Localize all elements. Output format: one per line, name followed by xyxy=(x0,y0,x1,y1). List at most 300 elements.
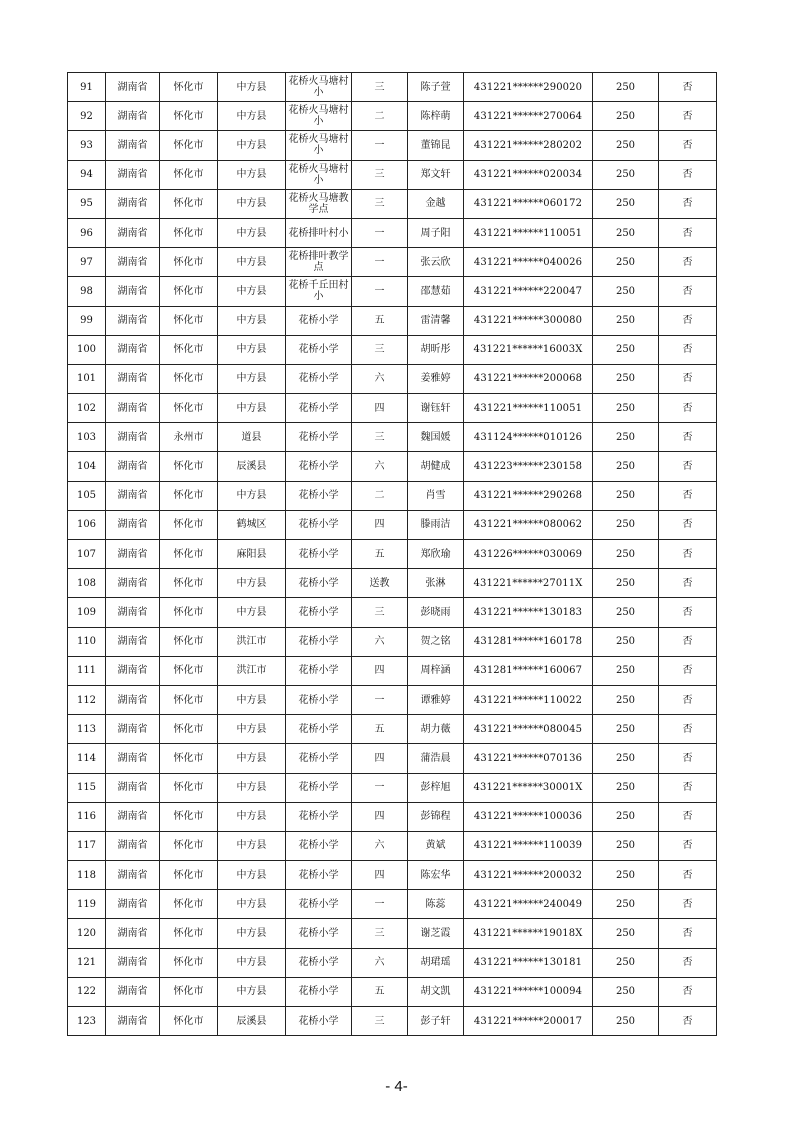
province-cell: 湖南省 xyxy=(106,540,160,569)
amount-cell: 250 xyxy=(593,802,659,831)
province-cell: 湖南省 xyxy=(106,73,160,102)
row-number: 123 xyxy=(68,1007,106,1036)
student-name-cell: 魏国媛 xyxy=(408,423,464,452)
student-name-cell: 黄斌 xyxy=(408,831,464,860)
province-cell: 湖南省 xyxy=(106,160,160,189)
table-row xyxy=(68,948,717,977)
amount-cell: 250 xyxy=(593,510,659,539)
province-cell: 湖南省 xyxy=(106,715,160,744)
id-number-cell: 431281******160067 xyxy=(464,656,593,685)
student-roster-table xyxy=(67,72,717,1036)
grade-cell: 三 xyxy=(352,919,408,948)
flag-cell: 否 xyxy=(659,773,717,802)
school-cell: 花桥小学 xyxy=(286,831,352,860)
student-name-cell: 彭锦程 xyxy=(408,802,464,831)
city-cell: 怀化市 xyxy=(160,306,218,335)
id-number-cell: 431221******300080 xyxy=(464,306,593,335)
school-cell: 花桥小学 xyxy=(286,364,352,393)
flag-cell: 否 xyxy=(659,656,717,685)
flag-cell: 否 xyxy=(659,715,717,744)
flag-cell: 否 xyxy=(659,802,717,831)
row-number: 117 xyxy=(68,831,106,860)
province-cell: 湖南省 xyxy=(106,773,160,802)
grade-cell: 一 xyxy=(352,248,408,277)
grade-cell: 六 xyxy=(352,452,408,481)
province-cell: 湖南省 xyxy=(106,802,160,831)
grade-cell: 六 xyxy=(352,831,408,860)
amount-cell: 250 xyxy=(593,831,659,860)
school-cell: 花桥小学 xyxy=(286,394,352,423)
id-number-cell: 431221******110051 xyxy=(464,218,593,247)
grade-cell: 二 xyxy=(352,481,408,510)
city-cell: 怀化市 xyxy=(160,598,218,627)
table-row xyxy=(68,890,717,919)
school-cell: 花桥火马塘村小 xyxy=(286,102,352,131)
flag-cell: 否 xyxy=(659,627,717,656)
amount-cell: 250 xyxy=(593,598,659,627)
amount-cell: 250 xyxy=(593,1007,659,1036)
grade-cell: 三 xyxy=(352,598,408,627)
city-cell: 怀化市 xyxy=(160,627,218,656)
table-row xyxy=(68,540,717,569)
row-number: 99 xyxy=(68,306,106,335)
county-cell: 中方县 xyxy=(218,160,286,189)
province-cell: 湖南省 xyxy=(106,510,160,539)
row-number: 92 xyxy=(68,102,106,131)
amount-cell: 250 xyxy=(593,73,659,102)
id-number-cell: 431221******290268 xyxy=(464,481,593,510)
flag-cell: 否 xyxy=(659,831,717,860)
school-cell: 花桥火马塘村小 xyxy=(286,73,352,102)
row-number: 122 xyxy=(68,977,106,1006)
city-cell: 怀化市 xyxy=(160,919,218,948)
province-cell: 湖南省 xyxy=(106,189,160,218)
county-cell: 中方县 xyxy=(218,481,286,510)
amount-cell: 250 xyxy=(593,102,659,131)
grade-cell: 一 xyxy=(352,890,408,919)
school-cell: 花桥火马塘教学点 xyxy=(286,189,352,218)
grade-cell: 三 xyxy=(352,160,408,189)
county-cell: 中方县 xyxy=(218,773,286,802)
county-cell: 道县 xyxy=(218,423,286,452)
row-number: 116 xyxy=(68,802,106,831)
amount-cell: 250 xyxy=(593,890,659,919)
flag-cell: 否 xyxy=(659,744,717,773)
province-cell: 湖南省 xyxy=(106,831,160,860)
city-cell: 怀化市 xyxy=(160,890,218,919)
flag-cell: 否 xyxy=(659,977,717,1006)
amount-cell: 250 xyxy=(593,685,659,714)
province-cell: 湖南省 xyxy=(106,394,160,423)
county-cell: 中方县 xyxy=(218,802,286,831)
county-cell: 中方县 xyxy=(218,364,286,393)
row-number: 104 xyxy=(68,452,106,481)
county-cell: 中方县 xyxy=(218,744,286,773)
city-cell: 怀化市 xyxy=(160,861,218,890)
county-cell: 中方县 xyxy=(218,831,286,860)
grade-cell: 六 xyxy=(352,627,408,656)
province-cell: 湖南省 xyxy=(106,131,160,160)
county-cell: 中方县 xyxy=(218,948,286,977)
id-number-cell: 431221******16003X xyxy=(464,335,593,364)
flag-cell: 否 xyxy=(659,248,717,277)
amount-cell: 250 xyxy=(593,423,659,452)
row-number: 94 xyxy=(68,160,106,189)
row-number: 120 xyxy=(68,919,106,948)
student-name-cell: 张云欣 xyxy=(408,248,464,277)
school-cell: 花桥小学 xyxy=(286,452,352,481)
amount-cell: 250 xyxy=(593,306,659,335)
student-name-cell: 贺之铭 xyxy=(408,627,464,656)
county-cell: 中方县 xyxy=(218,277,286,306)
table-row xyxy=(68,656,717,685)
county-cell: 中方县 xyxy=(218,335,286,364)
student-name-cell: 周梓涵 xyxy=(408,656,464,685)
city-cell: 怀化市 xyxy=(160,569,218,598)
county-cell: 中方县 xyxy=(218,306,286,335)
province-cell: 湖南省 xyxy=(106,656,160,685)
school-cell: 花桥小学 xyxy=(286,540,352,569)
province-cell: 湖南省 xyxy=(106,1007,160,1036)
id-number-cell: 431221******110022 xyxy=(464,685,593,714)
city-cell: 怀化市 xyxy=(160,218,218,247)
county-cell: 中方县 xyxy=(218,598,286,627)
table-row xyxy=(68,364,717,393)
city-cell: 怀化市 xyxy=(160,481,218,510)
row-number: 100 xyxy=(68,335,106,364)
city-cell: 怀化市 xyxy=(160,73,218,102)
flag-cell: 否 xyxy=(659,335,717,364)
province-cell: 湖南省 xyxy=(106,277,160,306)
school-cell: 花桥小学 xyxy=(286,1007,352,1036)
grade-cell: 四 xyxy=(352,861,408,890)
school-cell: 花桥小学 xyxy=(286,861,352,890)
school-cell: 花桥火马塘村小 xyxy=(286,160,352,189)
table-row xyxy=(68,802,717,831)
table-row xyxy=(68,831,717,860)
flag-cell: 否 xyxy=(659,540,717,569)
city-cell: 怀化市 xyxy=(160,189,218,218)
city-cell: 怀化市 xyxy=(160,248,218,277)
table-row xyxy=(68,977,717,1006)
flag-cell: 否 xyxy=(659,364,717,393)
table-row xyxy=(68,773,717,802)
grade-cell: 四 xyxy=(352,394,408,423)
school-cell: 花桥小学 xyxy=(286,423,352,452)
grade-cell: 四 xyxy=(352,656,408,685)
county-cell: 中方县 xyxy=(218,394,286,423)
province-cell: 湖南省 xyxy=(106,744,160,773)
student-name-cell: 谭雅婷 xyxy=(408,685,464,714)
grade-cell: 六 xyxy=(352,948,408,977)
flag-cell: 否 xyxy=(659,394,717,423)
student-name-cell: 胡昕彤 xyxy=(408,335,464,364)
grade-cell: 一 xyxy=(352,773,408,802)
row-number: 101 xyxy=(68,364,106,393)
school-cell: 花桥小学 xyxy=(286,919,352,948)
city-cell: 怀化市 xyxy=(160,656,218,685)
id-number-cell: 431221******080045 xyxy=(464,715,593,744)
table-row xyxy=(68,248,717,277)
row-number: 102 xyxy=(68,394,106,423)
school-cell: 花桥排叶村小 xyxy=(286,218,352,247)
row-number: 108 xyxy=(68,569,106,598)
grade-cell: 一 xyxy=(352,131,408,160)
flag-cell: 否 xyxy=(659,306,717,335)
city-cell: 怀化市 xyxy=(160,685,218,714)
city-cell: 怀化市 xyxy=(160,452,218,481)
row-number: 110 xyxy=(68,627,106,656)
table-row xyxy=(68,306,717,335)
amount-cell: 250 xyxy=(593,948,659,977)
table-row xyxy=(68,861,717,890)
province-cell: 湖南省 xyxy=(106,890,160,919)
school-cell: 花桥小学 xyxy=(286,627,352,656)
id-number-cell: 431221******040026 xyxy=(464,248,593,277)
row-number: 113 xyxy=(68,715,106,744)
province-cell: 湖南省 xyxy=(106,364,160,393)
student-name-cell: 姜雅婷 xyxy=(408,364,464,393)
school-cell: 花桥小学 xyxy=(286,802,352,831)
student-name-cell: 陈子萱 xyxy=(408,73,464,102)
row-number: 91 xyxy=(68,73,106,102)
province-cell: 湖南省 xyxy=(106,685,160,714)
flag-cell: 否 xyxy=(659,685,717,714)
county-cell: 鹤城区 xyxy=(218,510,286,539)
id-number-cell: 431226******030069 xyxy=(464,540,593,569)
grade-cell: 五 xyxy=(352,715,408,744)
city-cell: 怀化市 xyxy=(160,831,218,860)
flag-cell: 否 xyxy=(659,1007,717,1036)
id-number-cell: 431221******080062 xyxy=(464,510,593,539)
amount-cell: 250 xyxy=(593,540,659,569)
row-number: 114 xyxy=(68,744,106,773)
student-name-cell: 陈梓萌 xyxy=(408,102,464,131)
amount-cell: 250 xyxy=(593,919,659,948)
student-name-cell: 肖雪 xyxy=(408,481,464,510)
province-cell: 湖南省 xyxy=(106,919,160,948)
table-row xyxy=(68,394,717,423)
amount-cell: 250 xyxy=(593,218,659,247)
grade-cell: 三 xyxy=(352,189,408,218)
county-cell: 中方县 xyxy=(218,861,286,890)
county-cell: 中方县 xyxy=(218,685,286,714)
table-row xyxy=(68,1007,717,1036)
table-row xyxy=(68,73,717,102)
city-cell: 怀化市 xyxy=(160,394,218,423)
student-name-cell: 彭子轩 xyxy=(408,1007,464,1036)
flag-cell: 否 xyxy=(659,948,717,977)
student-name-cell: 胡力薇 xyxy=(408,715,464,744)
amount-cell: 250 xyxy=(593,569,659,598)
id-number-cell: 431221******19018X xyxy=(464,919,593,948)
grade-cell: 五 xyxy=(352,306,408,335)
city-cell: 怀化市 xyxy=(160,510,218,539)
county-cell: 辰溪县 xyxy=(218,452,286,481)
row-number: 105 xyxy=(68,481,106,510)
city-cell: 怀化市 xyxy=(160,1007,218,1036)
province-cell: 湖南省 xyxy=(106,306,160,335)
amount-cell: 250 xyxy=(593,189,659,218)
amount-cell: 250 xyxy=(593,131,659,160)
flag-cell: 否 xyxy=(659,569,717,598)
table-row xyxy=(68,131,717,160)
row-number: 106 xyxy=(68,510,106,539)
flag-cell: 否 xyxy=(659,452,717,481)
grade-cell: 四 xyxy=(352,802,408,831)
grade-cell: 三 xyxy=(352,423,408,452)
city-cell: 怀化市 xyxy=(160,773,218,802)
grade-cell: 四 xyxy=(352,744,408,773)
student-name-cell: 胡珺瑶 xyxy=(408,948,464,977)
roster-body xyxy=(68,73,717,1036)
row-number: 96 xyxy=(68,218,106,247)
id-number-cell: 431221******220047 xyxy=(464,277,593,306)
id-number-cell: 431221******200017 xyxy=(464,1007,593,1036)
row-number: 95 xyxy=(68,189,106,218)
school-cell: 花桥小学 xyxy=(286,335,352,364)
county-cell: 中方县 xyxy=(218,102,286,131)
grade-cell: 三 xyxy=(352,335,408,364)
id-number-cell: 431221******240049 xyxy=(464,890,593,919)
student-name-cell: 董锦昆 xyxy=(408,131,464,160)
student-name-cell: 邵慧茹 xyxy=(408,277,464,306)
grade-cell: 二 xyxy=(352,102,408,131)
student-name-cell: 郑文轩 xyxy=(408,160,464,189)
city-cell: 怀化市 xyxy=(160,102,218,131)
amount-cell: 250 xyxy=(593,744,659,773)
county-cell: 中方县 xyxy=(218,890,286,919)
county-cell: 洪江市 xyxy=(218,656,286,685)
student-name-cell: 胡文凯 xyxy=(408,977,464,1006)
student-name-cell: 张淋 xyxy=(408,569,464,598)
row-number: 107 xyxy=(68,540,106,569)
student-name-cell: 彭梓旭 xyxy=(408,773,464,802)
id-number-cell: 431221******27011X xyxy=(464,569,593,598)
county-cell: 中方县 xyxy=(218,715,286,744)
id-number-cell: 431221******290020 xyxy=(464,73,593,102)
row-number: 112 xyxy=(68,685,106,714)
student-name-cell: 雷清馨 xyxy=(408,306,464,335)
row-number: 115 xyxy=(68,773,106,802)
table-row xyxy=(68,627,717,656)
row-number: 103 xyxy=(68,423,106,452)
school-cell: 花桥小学 xyxy=(286,890,352,919)
school-cell: 花桥小学 xyxy=(286,948,352,977)
city-cell: 怀化市 xyxy=(160,977,218,1006)
school-cell: 花桥小学 xyxy=(286,656,352,685)
student-name-cell: 周子阳 xyxy=(408,218,464,247)
school-cell: 花桥小学 xyxy=(286,306,352,335)
county-cell: 辰溪县 xyxy=(218,1007,286,1036)
row-number: 98 xyxy=(68,277,106,306)
row-number: 93 xyxy=(68,131,106,160)
school-cell: 花桥小学 xyxy=(286,744,352,773)
student-name-cell: 郑欣瑜 xyxy=(408,540,464,569)
flag-cell: 否 xyxy=(659,481,717,510)
id-number-cell: 431221******270064 xyxy=(464,102,593,131)
table-row xyxy=(68,569,717,598)
flag-cell: 否 xyxy=(659,102,717,131)
id-number-cell: 431221******020034 xyxy=(464,160,593,189)
county-cell: 洪江市 xyxy=(218,627,286,656)
table-row xyxy=(68,598,717,627)
flag-cell: 否 xyxy=(659,73,717,102)
row-number: 97 xyxy=(68,248,106,277)
province-cell: 湖南省 xyxy=(106,452,160,481)
table-row xyxy=(68,685,717,714)
flag-cell: 否 xyxy=(659,218,717,247)
county-cell: 中方县 xyxy=(218,73,286,102)
id-number-cell: 431223******230158 xyxy=(464,452,593,481)
flag-cell: 否 xyxy=(659,277,717,306)
row-number: 118 xyxy=(68,861,106,890)
flag-cell: 否 xyxy=(659,423,717,452)
id-number-cell: 431221******100094 xyxy=(464,977,593,1006)
city-cell: 怀化市 xyxy=(160,540,218,569)
city-cell: 怀化市 xyxy=(160,744,218,773)
table-row xyxy=(68,335,717,364)
city-cell: 怀化市 xyxy=(160,715,218,744)
school-cell: 花桥小学 xyxy=(286,510,352,539)
row-number: 119 xyxy=(68,890,106,919)
province-cell: 湖南省 xyxy=(106,948,160,977)
amount-cell: 250 xyxy=(593,861,659,890)
province-cell: 湖南省 xyxy=(106,977,160,1006)
grade-cell: 一 xyxy=(352,277,408,306)
city-cell: 怀化市 xyxy=(160,131,218,160)
amount-cell: 250 xyxy=(593,335,659,364)
city-cell: 怀化市 xyxy=(160,277,218,306)
school-cell: 花桥小学 xyxy=(286,977,352,1006)
student-name-cell: 滕雨洁 xyxy=(408,510,464,539)
city-cell: 怀化市 xyxy=(160,364,218,393)
province-cell: 湖南省 xyxy=(106,569,160,598)
table-row xyxy=(68,277,717,306)
table-row xyxy=(68,715,717,744)
flag-cell: 否 xyxy=(659,598,717,627)
city-cell: 永州市 xyxy=(160,423,218,452)
id-number-cell: 431221******060172 xyxy=(464,189,593,218)
amount-cell: 250 xyxy=(593,481,659,510)
grade-cell: 四 xyxy=(352,510,408,539)
id-number-cell: 431221******200032 xyxy=(464,861,593,890)
grade-cell: 一 xyxy=(352,218,408,247)
table-row xyxy=(68,452,717,481)
grade-cell: 三 xyxy=(352,73,408,102)
county-cell: 中方县 xyxy=(218,218,286,247)
flag-cell: 否 xyxy=(659,160,717,189)
city-cell: 怀化市 xyxy=(160,802,218,831)
amount-cell: 250 xyxy=(593,452,659,481)
amount-cell: 250 xyxy=(593,248,659,277)
page-number: - 4- xyxy=(385,1078,408,1095)
amount-cell: 250 xyxy=(593,277,659,306)
amount-cell: 250 xyxy=(593,160,659,189)
county-cell: 中方县 xyxy=(218,569,286,598)
county-cell: 中方县 xyxy=(218,131,286,160)
table-row xyxy=(68,160,717,189)
grade-cell: 一 xyxy=(352,685,408,714)
county-cell: 中方县 xyxy=(218,248,286,277)
id-number-cell: 431221******130181 xyxy=(464,948,593,977)
county-cell: 麻阳县 xyxy=(218,540,286,569)
city-cell: 怀化市 xyxy=(160,335,218,364)
table-row xyxy=(68,510,717,539)
school-cell: 花桥小学 xyxy=(286,481,352,510)
amount-cell: 250 xyxy=(593,773,659,802)
id-number-cell: 431124******010126 xyxy=(464,423,593,452)
